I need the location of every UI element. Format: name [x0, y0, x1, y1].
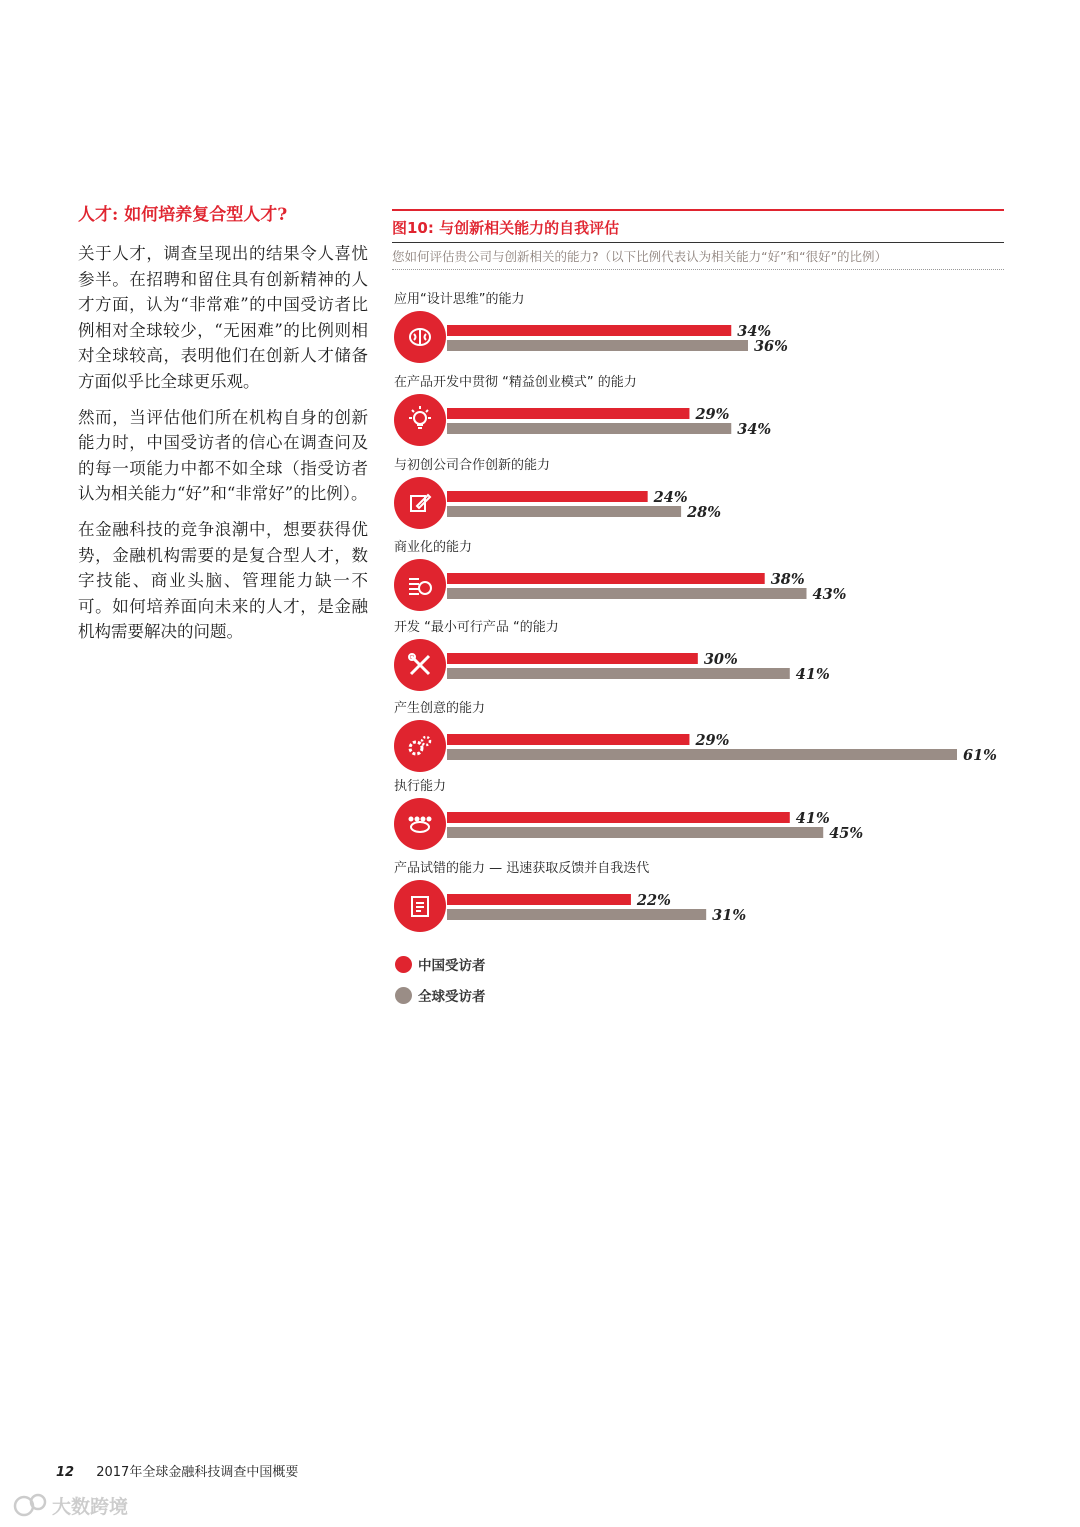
bar-global: [447, 423, 731, 434]
category-label: 在产品开发中贯彻 “精益创业模式” 的能力: [394, 375, 637, 390]
bar-china: [447, 653, 698, 664]
bar-china: [447, 812, 790, 823]
legend-item-global: [395, 984, 486, 1006]
category-icon-badge: [394, 394, 446, 446]
chart-row: [394, 860, 746, 932]
legend-swatch-china: [395, 956, 412, 973]
value-label-china: 41%: [795, 810, 830, 827]
value-label-china: 22%: [636, 892, 671, 909]
category-label: 执行能力: [394, 779, 447, 794]
value-label-china: 24%: [653, 489, 688, 506]
value-label-global: 43%: [812, 586, 847, 603]
watermark-text: 大数跨境: [52, 1496, 129, 1518]
figure-title: 图10: 与创新相关能力的自我评估: [392, 219, 620, 237]
page-number: 12: [56, 1465, 75, 1480]
watermark-logo: [10, 1490, 150, 1522]
legend-swatch-global: [395, 987, 412, 1004]
value-label-global: 36%: [753, 338, 788, 355]
paragraph-1: 关于人才，调查呈现出的结果令人喜忧参半。在招聘和留住具有创新精神的人才方面，认为“非常难”的中国受访者比例相对全球较少，“无困难”的比例则相对全球较高，表明他们在创新人才储备方面似乎比全球更乐观。: [78, 244, 368, 391]
page-footer: [56, 1461, 298, 1480]
bar-china: [447, 894, 631, 905]
category-icon-badge: [394, 798, 446, 850]
legend-label-china: 中国受访者: [418, 958, 486, 974]
chart-row: [394, 291, 788, 363]
paragraph-3: 在金融科技的竞争浪潮中，想要获得优势，金融机构需要的是复合型人才，数字技能、商业头脑、管理能力缺一不可。如何培养面向未来的人才，是金融机构需要解决的问题。: [78, 519, 368, 642]
value-label-china: 34%: [737, 323, 772, 340]
section-heading: 人才: 如何培养复合型人才?: [78, 205, 288, 225]
bar-china: [447, 573, 765, 584]
legend-item-china: [395, 953, 486, 975]
paragraph-2: 然而，当评估他们所在机构自身的创新能力时，中国受访者的信心在调查问及的每一项能力中都不如全球（指受访者认为相关能力“好”和“非常好”的比例）。: [78, 407, 368, 504]
chart-row: [394, 778, 863, 850]
bar-global: [447, 827, 823, 838]
value-label-global: 34%: [737, 421, 772, 438]
bar-global: [447, 506, 681, 517]
value-label-global: 31%: [712, 907, 747, 924]
bar-global: [447, 588, 807, 599]
category-label: 商业化的能力: [394, 540, 473, 555]
chart-row: [394, 539, 847, 611]
value-label-china: 38%: [770, 571, 805, 588]
category-icon-badge: [394, 720, 446, 772]
value-label-global: 41%: [795, 666, 830, 683]
bar-china: [447, 734, 689, 745]
bar-china: [447, 491, 648, 502]
chart-row: [394, 374, 771, 446]
category-label: 与初创公司合作创新的能力: [394, 458, 551, 473]
bar-global: [447, 749, 957, 760]
value-label-global: 61%: [963, 747, 997, 764]
chart-row: [394, 700, 997, 772]
chart-row: [394, 619, 830, 691]
value-label-global: 28%: [687, 504, 722, 521]
category-label: 产生创意的能力: [394, 701, 486, 716]
category-label: 应用“设计思维”的能力: [394, 292, 525, 307]
value-label-china: 29%: [695, 732, 730, 749]
legend-label-global: 全球受访者: [418, 989, 486, 1005]
bar-global: [447, 340, 748, 351]
value-label-global: 45%: [829, 825, 864, 842]
bar-global: [447, 668, 790, 679]
figure-subtitle: 您如何评估贵公司与创新相关的能力?（以下比例代表认为相关能力“好”和“很好”的比例）: [392, 249, 888, 264]
value-label-china: 29%: [695, 406, 730, 423]
category-label: 产品试错的能力 — 迅速获取反馈并自我迭代: [394, 861, 650, 876]
value-label-china: 30%: [703, 651, 738, 668]
bar-china: [447, 325, 731, 336]
footer-title: 2017年全球金融科技调查中国概要: [96, 1465, 299, 1480]
bar-china: [447, 408, 689, 419]
chart-legend: [395, 953, 486, 1015]
category-label: 开发 “最小可行产品 “的能力: [394, 620, 559, 635]
chart-row: [394, 457, 721, 529]
bar-global: [447, 909, 706, 920]
